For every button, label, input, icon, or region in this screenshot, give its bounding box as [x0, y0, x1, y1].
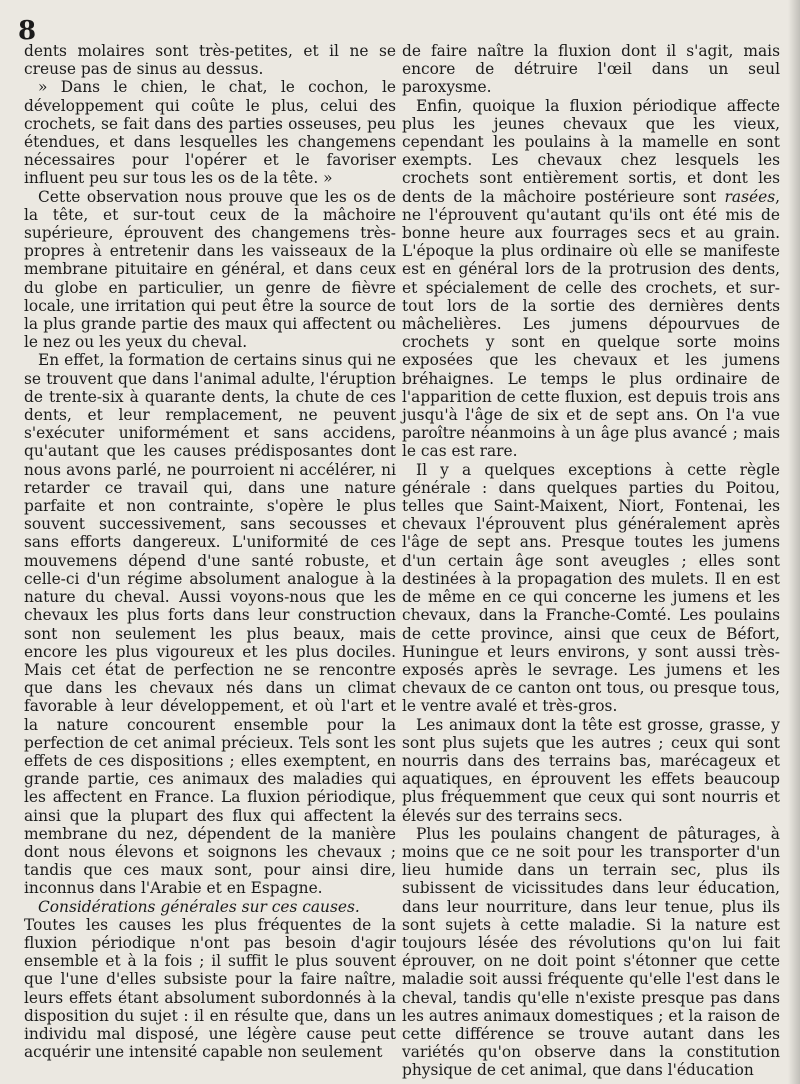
- right-column: [402, 42, 780, 1080]
- paragraph: de faire naître la fluxion dont il s'agit, mais encore de détruire l'œil dans un seul paroxysme.: [402, 42, 780, 97]
- paragraph: Il y a quelques exceptions à cette règle générale : dans quelques parties du Poitou, telles que Saint-Maixent, Niort, Fontenai, les chevaux l'éprouvent plus généralement après l'âge de sept ans. Presque toutes les jumens d'un certain âge sont aveugles ; elles sont destinées à la propagation des mulets. Il en est de même en ce qui concerne les jumens et les chevaux, dans la Franche-Comté. Les poulains de cette province, ainsi que ceux de Béfort, Huningue et leurs environs, y sont aussi très-exposés après le sevrage. Les jumens et les chevaux de ce canton ont tous, ou presque tous, le ventre avalé et très-gros.: [402, 460, 780, 716]
- paragraph: Cette observation nous prouve que les os de la tête, et sur-tout ceux de la mâchoire supérieure, éprouvent des changemens très-propres à entretenir dans les vaisseaux de la membrane pituitaire en général, et dans ceux du globe en particulier, un genre de fièvre locale, une irritation qui peut être la source de la plus grande partie des maux qui affectent ou le nez ou les yeux du cheval.: [24, 187, 396, 352]
- page-number: 8: [18, 16, 37, 46]
- paragraph-text: , ne l'éprouvent qu'autant qu'ils ont été mis de bonne heure aux fourrages secs et au grain. L'époque la plus ordinaire où elle se manifeste est en général lors de la protrusion des dents, et spécialement de celle des crochets, et sur-tout lors de la sortie des dernières dents mâchelières. Les jumens dépourvues de crochets y sont en quelque sorte moins exposées que les chevaux et les jumens bréhaignes. Le temps le plus ordinaire de l'apparition de cette fluxion, est depuis trois ans jusqu'à l'âge de six et de sept ans. On l'a vue paroître néanmoins à un âge plus avancé ; mais le cas est rare.: [402, 187, 780, 461]
- page-edge-shadow: [788, 0, 800, 1084]
- paragraph: Les animaux dont la tête est grosse, grasse, y sont plus sujets que les autres ; ceux qui sont nourris dans des terrains bas, marécageux et aquatiques, en éprouvent les effets beaucoup plus fréquemment que ceux qui sont nourris et élevés sur des terrains secs.: [402, 715, 780, 825]
- left-column: [24, 42, 396, 1061]
- section-heading: Considérations générales sur ces causes.: [38, 897, 360, 916]
- paragraph: En effet, la formation de certains sinus qui ne se trouvent que dans l'animal adulte, l'éruption de trente-six à quarante dents, la chute de ces dents, et leur remplacement, ne peuvent s'exécuter uniformément et sans accidens, qu'autant que les causes prédisposantes dont nous avons parlé, ne pourroient ni accélérer, ni retarder ce travail qui, dans une nature parfaite et non contrainte, s'opère le plus souvent successivement, sans secousses et sans efforts dangereux. L'uniformité de ces mouvemens dépend d'une santé robuste, et celle-ci d'un régime absolument analogue à la nature du cheval. Aussi voyons-nous que les chevaux les plus forts dans leur construction sont non seulement les plus beaux, mais encore les plus vigoureux et les plus dociles. Mais cet état de perfection ne se rencontre que dans les chevaux nés dans un climat favorable à leur développement, et où l'art et la nature concourent ensemble pour la perfection de cet animal précieux. Tels sont les effets de ces dispositions ; elles exemptent, en grande partie, ces animaux des maladies qui les affectent en France. La fluxion périodique, ainsi que la plupart des flux qui affectent la membrane du nez, dépendent de la manière dont nous élevons et soignons les chevaux ; tandis que ces maux sont, pour ainsi dire, inconnus dans l'Arabie et en Espagne.: [24, 351, 396, 898]
- italic-term: rasées: [724, 187, 776, 206]
- paragraph: dents molaires sont très-petites, et il ne se creuse pas de sinus au dessus.: [24, 42, 396, 79]
- paragraph: Toutes les causes les plus fréquentes de la fluxion périodique n'ont pas besoin d'agir ensemble et à la fois ; il suffit le plus souvent que l'une d'elles subsiste pour la faire naître, leurs effets étant absolument subordonnés à la disposition du sujet : il en résulte que, dans un individu mal disposé, une légère cause peut acquérir une intensité capable non seulement: [24, 915, 396, 1062]
- paragraph: Plus les poulains changent de pâturages, à moins que ce ne soit pour les transporter d'un lieu humide dans un terrain sec, plus ils subissent de vicissitudes dans leur éducation, dans leur nourriture, dans leur tenue, plus ils sont sujets à cette maladie. Si la nature est toujours lésée des révolutions qu'on lui fait éprouver, on ne doit point s'étonner que cette maladie soit aussi fréquente qu'elle l'est dans le cheval, tandis qu'elle n'existe presque pas dans les autres animaux domestiques ; et la raison de cette différence se trouve autant dans les variétés qu'on observe dans la constitution physique de cet animal, que dans l'éducation: [402, 824, 780, 1080]
- paragraph-text: Enfin, quoique la fluxion périodique affecte plus les jeunes chevaux que les vieux, cependant les poulains à la mamelle en sont exempts. Les chevaux chez lesquels les crochets sont entièrement sortis, et dont les dents de la mâchoire postérieure sont: [402, 96, 780, 206]
- paragraph: [402, 97, 780, 461]
- paragraph: » Dans le chien, le chat, le cochon, le développement qui coûte le plus, celui des crochets, se fait dans des parties osseuses, peu étendues, et dans lesquelles les changemens nécessaires pour l'opérer et le favoriser influent peu sur tous les os de la tête. »: [24, 78, 396, 188]
